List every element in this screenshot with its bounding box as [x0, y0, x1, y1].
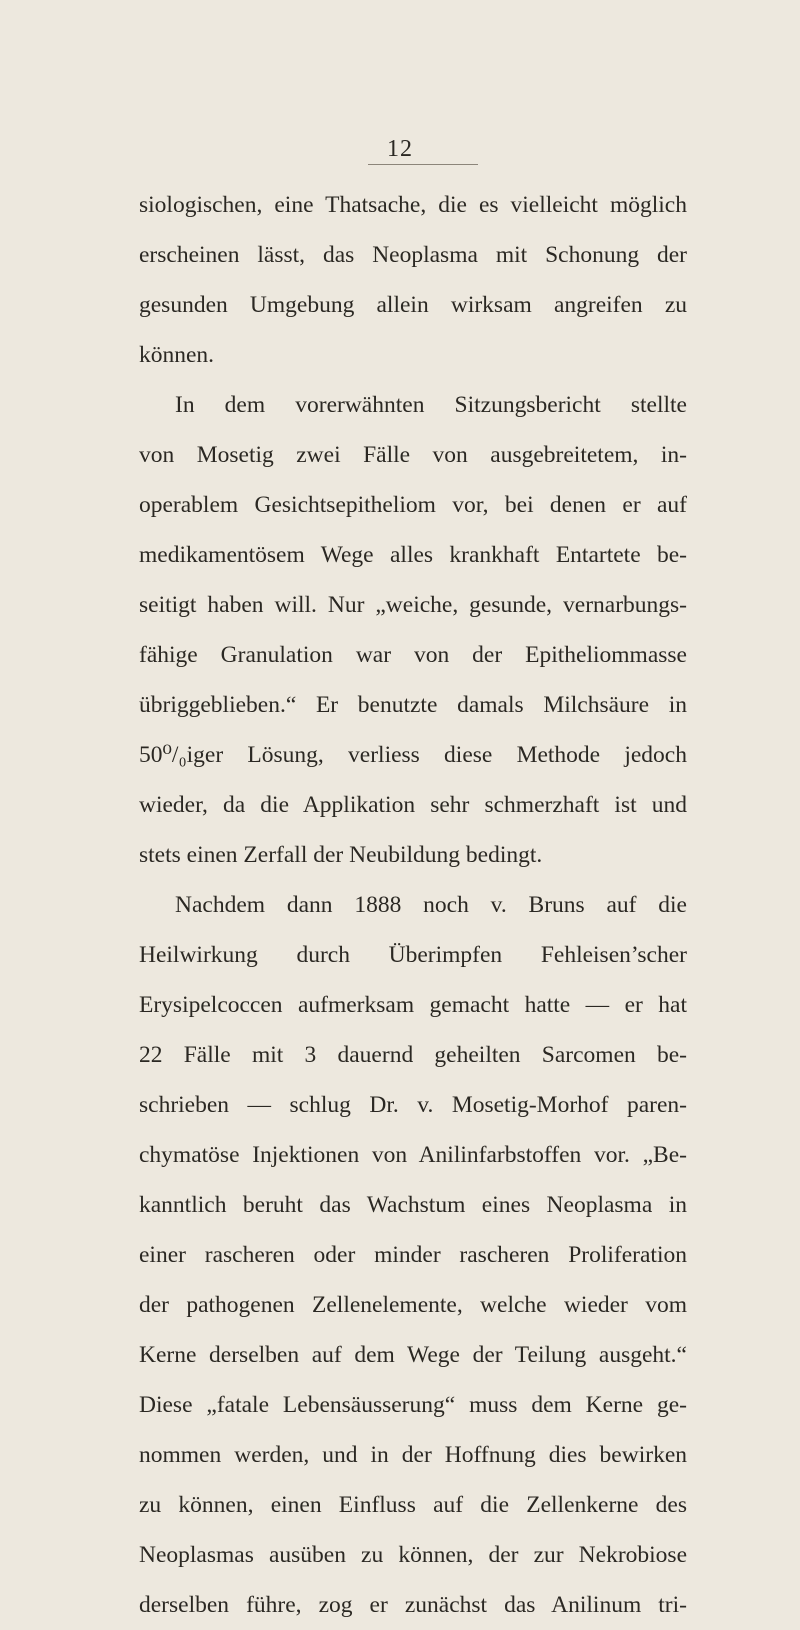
- text-line: seitigt haben will. Nur „weiche, gesunde, vernarbungs-: [139, 592, 687, 618]
- text-line: von Mosetig zwei Fälle von ausgebreitetem, in-: [139, 442, 687, 468]
- text-line: der pathogenen Zellenelemente, welche wieder vom: [139, 1292, 687, 1318]
- text-line: zu können, einen Einfluss auf die Zellenkerne des: [139, 1492, 687, 1518]
- text-line: übriggeblieben.“ Er benutzte damals Milchsäure in: [139, 692, 687, 718]
- text-line: Erysipelcoccen aufmerksam gemacht hatte — er hat: [139, 992, 687, 1018]
- page-number: 12: [387, 136, 413, 162]
- text-line: In dem vorerwähnten Sitzungsbericht stellte: [175, 392, 687, 418]
- body-text: [139, 180, 687, 1630]
- text-line: stets einen Zerfall der Neubildung bedingt.: [139, 842, 543, 868]
- text-line: erscheinen lässt, das Neoplasma mit Schonung der: [139, 242, 687, 268]
- text-line: fähige Granulation war von der Epitheliommasse: [139, 642, 687, 668]
- text-line: Diese „fatale Lebensäusserung“ muss dem Kerne ge-: [139, 1392, 687, 1418]
- text-line: gesunden Umgebung allein wirksam angreifen zu: [139, 292, 687, 318]
- text-line: medikamentösem Wege alles krankhaft Entartete be-: [139, 542, 687, 568]
- text-line: schrieben — schlug Dr. v. Mosetig-Morhof paren-: [139, 1092, 687, 1118]
- text-line: Heilwirkung durch Überimpfen Fehleisen’scher: [139, 942, 687, 968]
- text-line: Kerne derselben auf dem Wege der Teilung ausgeht.“: [139, 1342, 687, 1368]
- text-line: einer rascheren oder minder rascheren Proliferation: [139, 1242, 687, 1268]
- text-line: operablem Gesichtsepitheliom vor, bei denen er auf: [139, 492, 687, 518]
- text-line: Nachdem dann 1888 noch v. Bruns auf die: [175, 892, 687, 918]
- text-line: Neoplasmas ausüben zu können, der zur Nekrobiose: [139, 1542, 687, 1568]
- text-line: wieder, da die Applikation sehr schmerzhaft ist und: [139, 792, 687, 818]
- text-line: können.: [139, 342, 215, 368]
- text-line: chymatöse Injektionen von Anilinfarbstoffen vor. „Be-: [139, 1142, 687, 1168]
- text-line: nommen werden, und in der Hoffnung dies bewirken: [139, 1442, 687, 1468]
- text-line: 22 Fälle mit 3 dauernd geheilten Sarcomen be-: [139, 1042, 687, 1068]
- text-line: 50⁰/₀iger Lösung, verliess diese Methode jedoch: [139, 742, 687, 768]
- text-line: derselben führe, zog er zunächst das Anilinum tri-: [139, 1592, 687, 1618]
- text-line: kanntlich beruht das Wachstum eines Neoplasma in: [139, 1192, 687, 1218]
- header-rule: [368, 164, 478, 165]
- text-line: siologischen, eine Thatsache, die es vielleicht möglich: [139, 192, 687, 218]
